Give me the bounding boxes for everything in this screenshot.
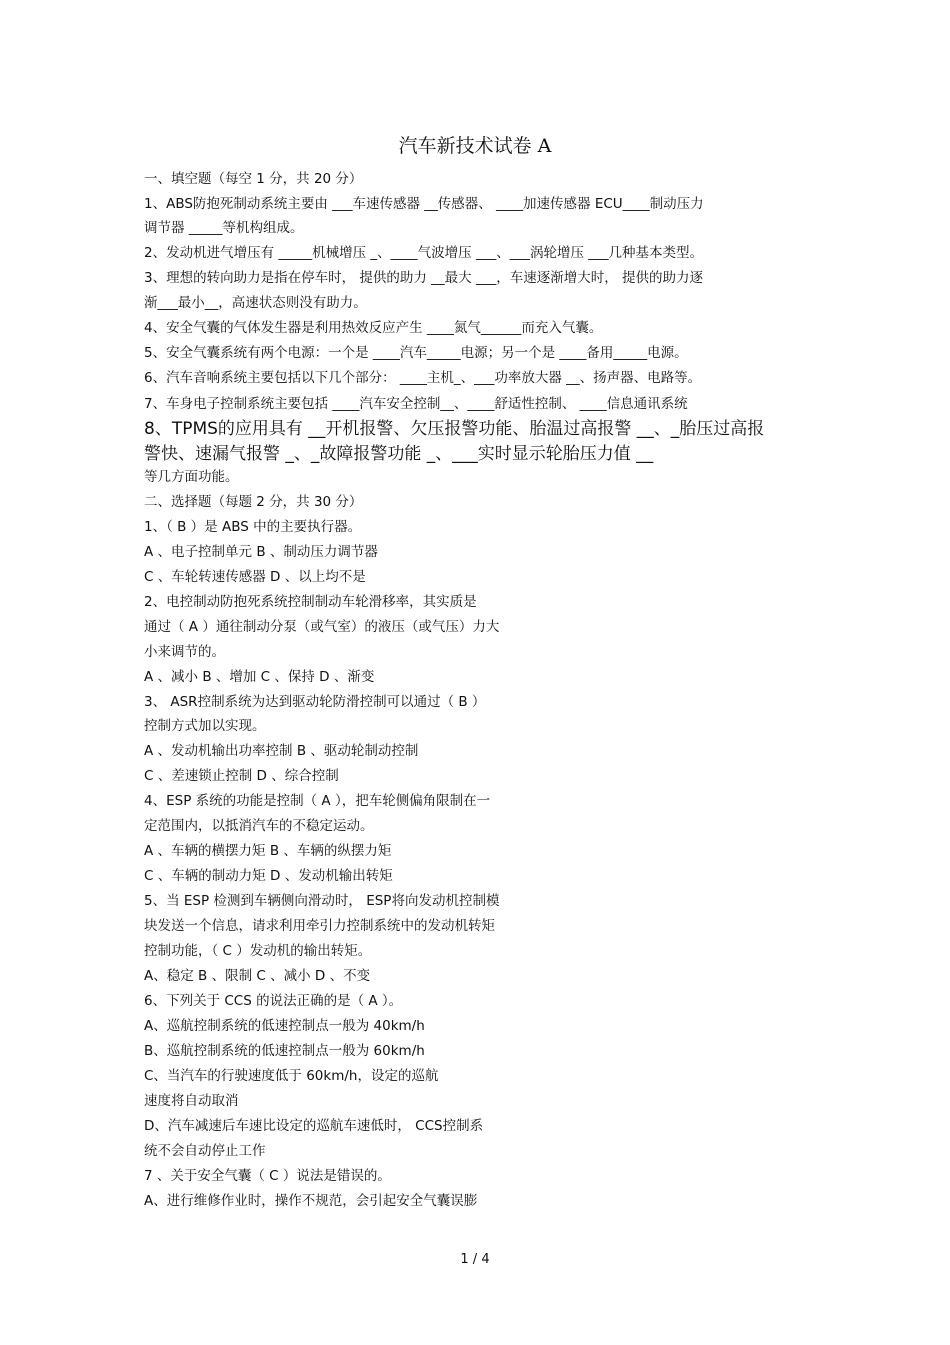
text-line: A、进行维修作业时，操作不规范，会引起安全气囊误膨 <box>144 1193 478 1209</box>
text-line: A、稳定 B 、限制 C 、减小 D 、不变 <box>144 968 371 984</box>
text-line: 控制方式加以实现。 <box>144 718 266 734</box>
text-line: A 、电子控制单元 B 、制动压力调节器 <box>144 544 378 560</box>
text-line: 等几方面功能。 <box>144 469 239 485</box>
text-line: 通过（ A ）通往制动分泵（或气室）的液压（或气压）力大 <box>144 619 500 635</box>
text-line: 7、车身电子控制系统主要包括 ____汽车安全控制__、____舒适性控制、 ____信息通讯系统 <box>144 396 688 412</box>
text-line: 一、填空题（每空 1 分，共 20 分） <box>144 171 363 187</box>
text-line: 统不会自动停止工作 <box>144 1143 266 1159</box>
text-line: A、巡航控制系统的低速控制点一般为 40km/h <box>144 1018 425 1034</box>
text-line: A 、减小 B 、增加 C 、保持 D 、渐变 <box>144 669 375 685</box>
text-line: A 、车辆的横摆力矩 B 、车辆的纵摆力矩 <box>144 843 392 859</box>
text-line: 块发送一个信息，请求利用牵引力控制系统中的发动机转矩 <box>144 918 495 934</box>
text-line: A 、发动机输出功率控制 B 、驱动轮制动控制 <box>144 743 419 759</box>
text-line: C 、差速锁止控制 D 、综合控制 <box>144 768 339 784</box>
text-line: 7 、关于安全气囊（ C ）说法是错误的。 <box>144 1168 391 1184</box>
text-line: 4、安全气囊的气体发生器是利用热效反应产生 ____氮气______而充入气囊。 <box>144 320 603 336</box>
text-line: 6、下列关于 CCS 的说法正确的是（ A ）。 <box>144 993 403 1009</box>
text-line: 1、（ B ）是 ABS 中的主要执行器。 <box>144 519 362 535</box>
text-line: 控制功能，（ C ）发动机的输出转矩。 <box>144 943 372 959</box>
text-line: 3、 ASR控制系统为达到驱动轮防滑控制可以通过（ B ） <box>144 694 486 710</box>
text-line: C 、车轮转速传感器 D 、以上均不是 <box>144 569 366 585</box>
text-line: 2、电控制动防抱死系统控制制动车轮滑移率，其实质是 <box>144 594 477 610</box>
text-line: 调节器 _____等机构组成。 <box>144 220 304 236</box>
text-line: 5、安全气囊系统有两个电源：一个是 ____汽车_____电源；另一个是 ____备用_____电源。 <box>144 345 688 361</box>
text-line: 6、汽车音响系统主要包括以下几个部分： ____主机_、___功率放大器 __、扬声器、电路等。 <box>144 370 702 386</box>
text-line: D、汽车减速后车速比设定的巡航车速低时， CCS控制系 <box>144 1118 484 1134</box>
text-line: 渐___最小__，高速状态则没有助力。 <box>144 295 367 311</box>
text-line: 2、发动机进气增压有 _____机械增压 _、____气波增压 ___、___涡轮增压 ___几种基本类型。 <box>144 245 704 261</box>
text-line: 8、TPMS的应用具有 __开机报警、欠压报警功能、胎温过高报警 __、_胎压过高报 <box>144 419 765 439</box>
text-line: B、巡航控制系统的低速控制点一般为 60km/h <box>144 1043 425 1059</box>
text-line: 5、当 ESP 检测到车辆侧向滑动时， ESP将向发动机控制模 <box>144 893 500 909</box>
page-number: 1 / 4 <box>460 1252 490 1267</box>
text-line: 3、理想的转向助力是指在停车时， 提供的助力 __最大 ___，车速逐渐增大时， 提供的助力逐 <box>144 270 704 286</box>
text-line: 4、ESP 系统的功能是控制（ A ），把车轮侧偏角限制在一 <box>144 793 491 809</box>
page-title: 汽车新技术试卷 A <box>398 135 552 157</box>
text-line: C、当汽车的行驶速度低于 60km/h，设定的巡航 <box>144 1068 439 1084</box>
text-line: 警快、速漏气报警 _、_故障报警功能 _、___实时显示轮胎压力值 __ <box>144 444 654 464</box>
text-line: 1、ABS防抱死制动系统主要由 ___车速传感器 __传感器、 ____加速传感器 ECU____制动压力 <box>144 196 704 212</box>
text-line: 速度将自动取消 <box>144 1093 239 1109</box>
text-line: 定范围内，以抵消汽车的不稳定运动。 <box>144 818 374 834</box>
text-line: C 、车辆的制动力矩 D 、发动机输出转矩 <box>144 868 393 884</box>
text-line: 小来调节的。 <box>144 644 225 660</box>
text-line: 二、选择题（每题 2 分，共 30 分） <box>144 494 363 510</box>
